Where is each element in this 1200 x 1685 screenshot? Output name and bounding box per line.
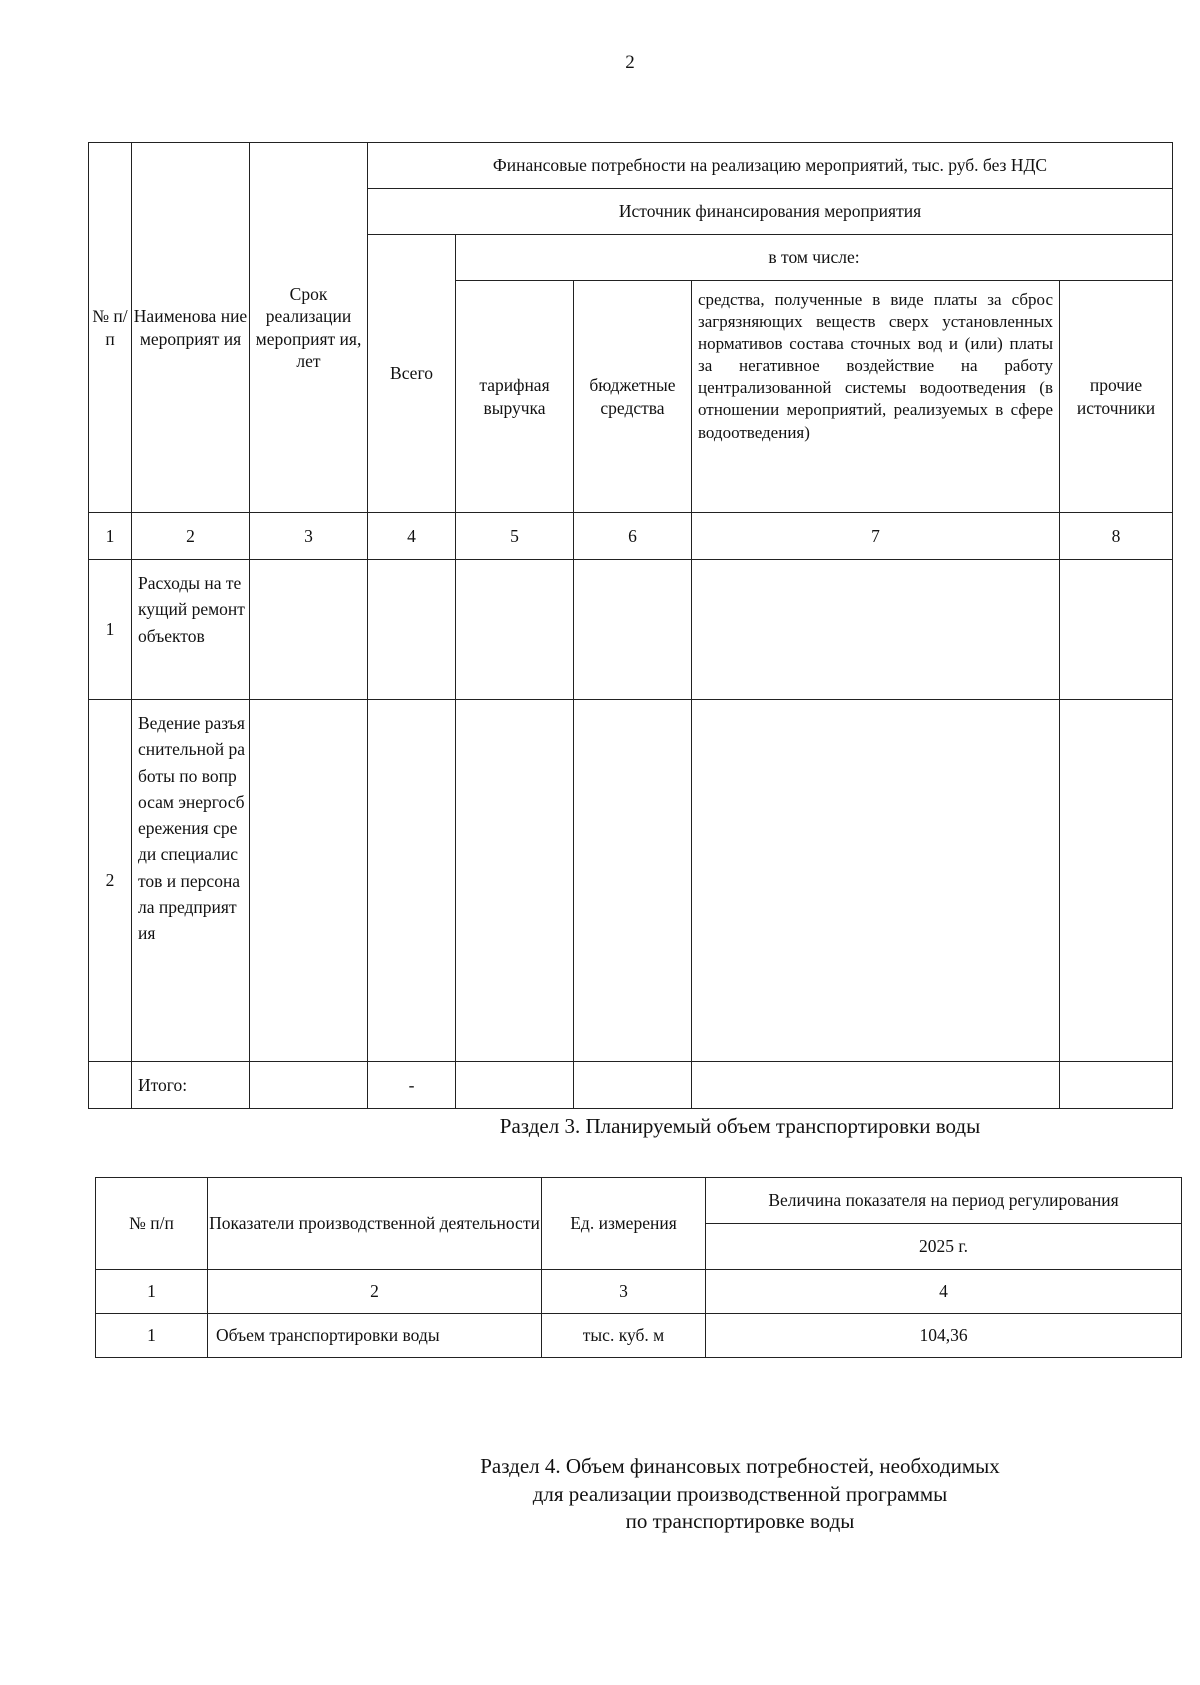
column-number: 1 xyxy=(96,1270,208,1314)
column-number: 6 xyxy=(574,513,692,560)
section-4-title-line: для реализации производственной программы xyxy=(532,1481,948,1506)
total-term-cell xyxy=(250,1062,368,1109)
row-value: 104,36 xyxy=(706,1314,1182,1358)
column-number: 8 xyxy=(1060,513,1173,560)
total-row xyxy=(89,1062,1173,1109)
section-4-title-line: по транспортировке воды xyxy=(625,1509,855,1534)
row-num: 1 xyxy=(96,1314,208,1358)
column-numbers-row xyxy=(89,513,1173,560)
header-funding-source: Источник финансирования мероприятия xyxy=(368,189,1173,235)
total-num-cell xyxy=(89,1062,132,1109)
header-num: № п/п xyxy=(96,1178,208,1270)
section-4-title xyxy=(0,1453,1200,1536)
column-number: 5 xyxy=(456,513,574,560)
row-term xyxy=(250,700,368,1062)
table-row xyxy=(89,700,1173,1062)
row-name: Ведение разъяснительной работы по вопросам энергосбережения среди специалистов и персонала предприятия xyxy=(132,700,250,1062)
header-num: № п/п xyxy=(89,143,132,513)
header-year: 2025 г. xyxy=(706,1224,1182,1270)
column-number: 4 xyxy=(706,1270,1182,1314)
header-name: Наименова ние мероприят ия xyxy=(132,143,250,513)
row-budget xyxy=(574,560,692,700)
row-name: Расходы на текущий ремонт объектов xyxy=(132,560,250,700)
header-financial-needs: Финансовые потребности на реализацию мероприятий, тыс. руб. без НДС xyxy=(368,143,1173,189)
table-row xyxy=(89,560,1173,700)
total-label: Итого: xyxy=(132,1062,250,1109)
section-3-title: Раздел 3. Планируемый объем транспортировки воды xyxy=(499,1114,981,1138)
column-number: 2 xyxy=(132,513,250,560)
financial-needs-table xyxy=(88,142,1173,1109)
page-number: 2 xyxy=(625,52,635,73)
row-other xyxy=(1060,560,1173,700)
section-4-title-line: Раздел 4. Объем финансовых потребностей, необходимых xyxy=(480,1454,1000,1478)
header-budget: бюджетные средства xyxy=(574,281,692,513)
row-term xyxy=(250,560,368,700)
row-total xyxy=(368,560,456,700)
header-other: прочие источники xyxy=(1060,281,1173,513)
total-value: - xyxy=(368,1062,456,1109)
row-fees xyxy=(692,700,1060,1062)
header-total: Всего xyxy=(368,235,456,513)
column-number: 3 xyxy=(250,513,368,560)
header-term: Срок реализации мероприят ия, лет xyxy=(250,143,368,513)
water-transport-volume-table xyxy=(95,1177,1182,1358)
column-numbers-row xyxy=(96,1270,1182,1314)
row-tariff xyxy=(456,560,574,700)
table-row xyxy=(96,1314,1182,1358)
total-other-cell xyxy=(1060,1062,1173,1109)
header-value: Величина показателя на период регулирования xyxy=(706,1178,1182,1224)
total-fees-cell xyxy=(692,1062,1060,1109)
row-total xyxy=(368,700,456,1062)
row-tariff xyxy=(456,700,574,1062)
column-number: 2 xyxy=(208,1270,542,1314)
header-indicator: Показатели производственной деятельности xyxy=(208,1178,542,1270)
row-num: 2 xyxy=(89,700,132,1062)
row-other xyxy=(1060,700,1173,1062)
column-number: 3 xyxy=(542,1270,706,1314)
row-indicator: Объем транспортировки воды xyxy=(208,1314,542,1358)
header-fees: средства, полученные в виде платы за сброс загрязняющих веществ сверх установленных нормативов состава сточных вод и (или) платы за негативное воздействие на работу централизованной системы водоотведения (в отношении мероприятий, реализуемых в сфере водоотведения) xyxy=(692,281,1060,513)
column-number: 7 xyxy=(692,513,1060,560)
header-tariff: тарифная выручка xyxy=(456,281,574,513)
header-including: в том числе: xyxy=(456,235,1173,281)
header-unit: Ед. измерения xyxy=(542,1178,706,1270)
row-num: 1 xyxy=(89,560,132,700)
total-tariff-cell xyxy=(456,1062,574,1109)
row-budget xyxy=(574,700,692,1062)
row-unit: тыс. куб. м xyxy=(542,1314,706,1358)
row-fees xyxy=(692,560,1060,700)
column-number: 4 xyxy=(368,513,456,560)
total-budget-cell xyxy=(574,1062,692,1109)
column-number: 1 xyxy=(89,513,132,560)
